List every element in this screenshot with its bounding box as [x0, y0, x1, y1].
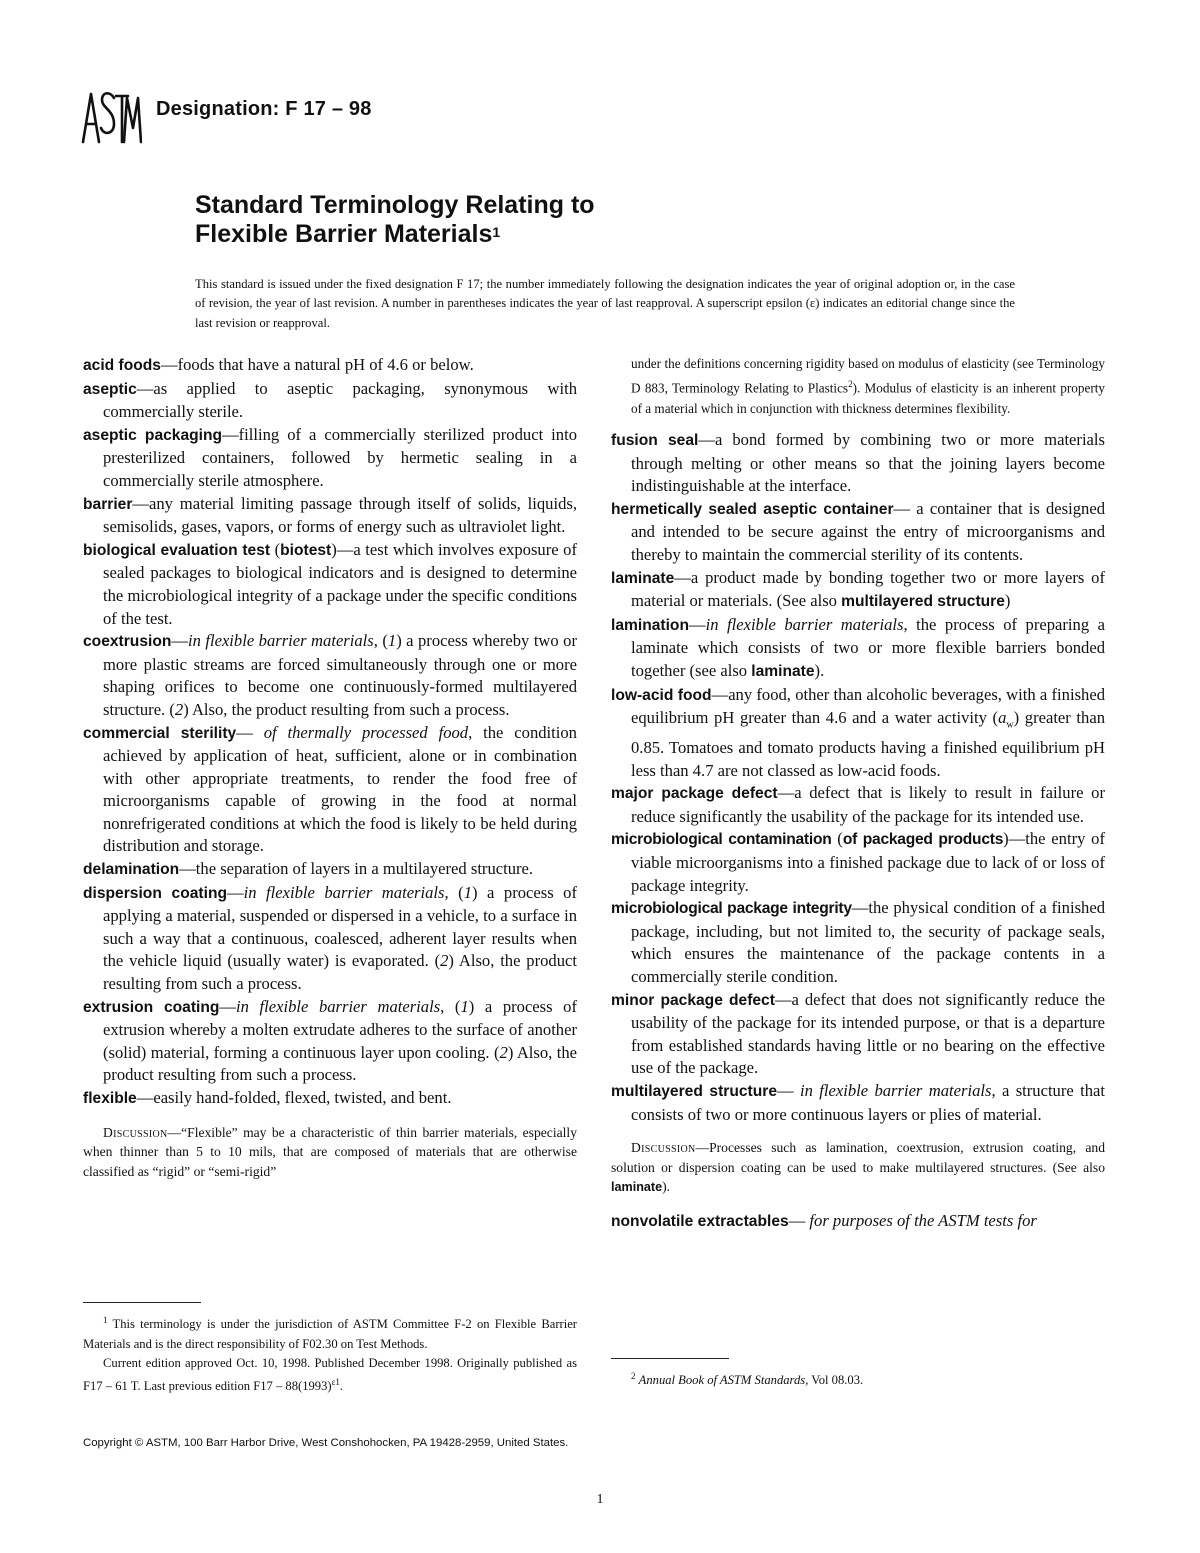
- entry-laminate: laminate—a product made by bonding together two or more layers of material or materials. (See also multilayered structure): [611, 567, 1105, 611]
- entry-coextrusion: coextrusion—in flexible barrier materials, (1) a process whereby two or more plastic streams are forced simultaneously through one or more shaping orifices to become one continuously-formed multilayered structure. (2) Also, the product resulting from such a process.: [83, 631, 577, 719]
- document-title: [195, 191, 795, 249]
- entry-lamination: lamination—in flexible barrier materials, the process of preparing a laminate which consists of two or more flexible barriers bonded together (see also laminate).: [611, 614, 1105, 680]
- title-line-2-text: Flexible Barrier Materials: [195, 220, 493, 248]
- entry-dispersion-coating: dispersion coating—in flexible barrier materials, (1) a process of applying a material, suspended or dispersed in a vehicle, to a surface in such a way that a continuous, coalesced, adherent layer results when the vehicle liquid (usually water) is evaporated. (2) Also, the product resulting from such a process.: [83, 882, 577, 994]
- footnote-1: [83, 1302, 577, 1397]
- footnote-2-text: $^2$ Annual Book of ASTM Standards, Vol 08.03.: [631, 1371, 864, 1388]
- discussion-multilayered-structure: Discussion—Processes such as lamination, coextrusion, extrusion coating, and solution or dispersion coating can be used to make multilayered structures. (See also laminate).: [611, 1140, 1105, 1195]
- title-line-2: [195, 220, 795, 249]
- right-column: [611, 354, 1105, 1234]
- entry-hermetically-sealed-aseptic-container: hermetically sealed aseptic container— a container that is designed and intended to be secure against the entry of microorganisms and thereby to maintain the commercial sterility of its contents.: [611, 498, 1105, 564]
- title-footnote-mark: 1: [492, 224, 501, 240]
- entry-commercial-sterility: commercial sterility— of thermally processed food, the condition achieved by application of heat, sufficient, alone or in combination with other appropriate treatments, to render the food free of microorganisms capable of growing in the food at normal nonrefrigerated conditions at which the food is likely to be held during distribution and storage.: [83, 722, 577, 856]
- entry-delamination: delamination—the separation of layers in a multilayered structure.: [83, 859, 534, 879]
- designation: Designation: F 17 – 98: [156, 98, 372, 120]
- footnote-1-text: $^1$ This terminology is under the jurisdiction of ASTM Committee F-2 on Flexible Barrier Materials and is the direct responsibility of F02.30 on Test Methods.: [83, 1315, 577, 1351]
- entry-microbiological-contamination: microbiological contamination (of packaged products)—the entry of viable microorganisms into a finished package due to lack of or loss of package integrity.: [611, 829, 1105, 895]
- entry-aseptic-packaging: aseptic packaging—filling of a commercially sterilized product into presterilized containers, followed by hermetic sealing in a commercially sterile atmosphere.: [83, 424, 577, 490]
- entry-biological-evaluation-test: biological evaluation test (biotest)—a test which involves exposure of sealed packages to biological indicators and is designed to determine the microbiological integrity of a package under the specific conditions of the test.: [83, 539, 577, 628]
- entry-flexible: flexible—easily hand-folded, flexed, twisted, and bent.: [83, 1088, 452, 1107]
- nonvolatile-extractables-continuation: under the definitions concerning rigidity based on modulus of elasticity (see Terminology D 883, Terminology Relating to Plastics$^2$). Modulus of elasticity is an inherent property of a material which in conjunction with thickness determines flexibility.: [631, 356, 1105, 416]
- entry-major-package-defect: major package defect—a defect that is likely to result in failure or reduce significantly the usability of the package for its intended use.: [611, 783, 1105, 826]
- entry-acid-foods: acid foods—foods that have a natural pH of 4.6 or below.: [83, 355, 474, 374]
- entry-fusion-seal: fusion seal—a bond formed by combining two or more materials through melting or other means so that the joining layers become indistinguishable at the interface.: [611, 430, 1105, 496]
- entry-multilayered-structure: multilayered structure— in flexible barrier materials, a structure that consists of two or more continuous layers or plies of material.: [611, 1080, 1105, 1124]
- discussion-flexible: Discussion—“Flexible” may be a characteristic of thin barrier materials, especially when thinner than 5 to 10 mils, that are composed of materials that are otherwise classified as “rigid” or “semi-rigid”: [83, 1124, 577, 1179]
- entry-extrusion-coating: extrusion coating—in flexible barrier materials, (1) a process of extrusion whereby a molten extrudate adheres to the surface of another (solid) material, forming a continuous layer upon cooling. (2) Also, the product resulting from such a process.: [83, 996, 578, 1085]
- entry-minor-package-defect: minor package defect—a defect that does not significantly reduce the usability of the package for its intended purpose, or that is a departure from established standards having little or no bearing on the effective use of the package.: [611, 989, 1105, 1078]
- entry-aseptic: aseptic—as applied to aseptic packaging, synonymous with commercially sterile.: [83, 378, 577, 422]
- copyright-line: Copyright © ASTM, 100 Barr Harbor Drive, West Conshohocken, PA 19428-2959, United States.: [83, 1437, 569, 1449]
- entry-low-acid-food: low-acid food—any food, other than alcoholic beverages, with a finished equilibrium pH greater than 4.6 and a water activity $(a_w)$ greater than 0.85. Tomatoes and tomato products having a finished equilibrium pH less than 4.7 are not classed as low-acid foods.: [611, 684, 1106, 780]
- issuance-notice: This standard is issued under the fixed designation F 17; the number immediately following the designation indicates the year of original adoption or, in the case of revision, the year of last revision. A number in parentheses indicates the year of last reapproval. A superscript epsilon (ε) indicates an editorial change since the last revision or reapproval.: [195, 277, 1015, 330]
- footnote-1-edition: Current edition approved Oct. 10, 1998. Published December 1998. Originally published as F17 – 61 T. Last previous edition $F17 - 88(1993)^{\varepsilon 1}$.: [83, 1356, 577, 1394]
- footnote-rule: [611, 1358, 729, 1359]
- footnote-rule: [83, 1302, 201, 1303]
- title-line-1: Standard Terminology Relating to: [195, 191, 595, 219]
- entry-microbiological-package-integrity: microbiological package integrity—the physical condition of a finished package, including, but not limited to, the security of package seals, which ensures the maintenance of the package contents in a commercially sterile condition.: [611, 898, 1105, 986]
- entry-nonvolatile-extractables: nonvolatile extractables— for purposes of the ASTM tests for: [611, 1210, 1037, 1230]
- footnote-2: [611, 1358, 1105, 1391]
- page-number: 1: [596, 1492, 604, 1507]
- entry-barrier: barrier—any material limiting passage through itself of solids, liquids, semisolids, gases, vapors, or forms of energy such as ultraviolet light.: [83, 493, 577, 537]
- left-column: [83, 354, 577, 1181]
- astm-logo-icon: [80, 88, 142, 146]
